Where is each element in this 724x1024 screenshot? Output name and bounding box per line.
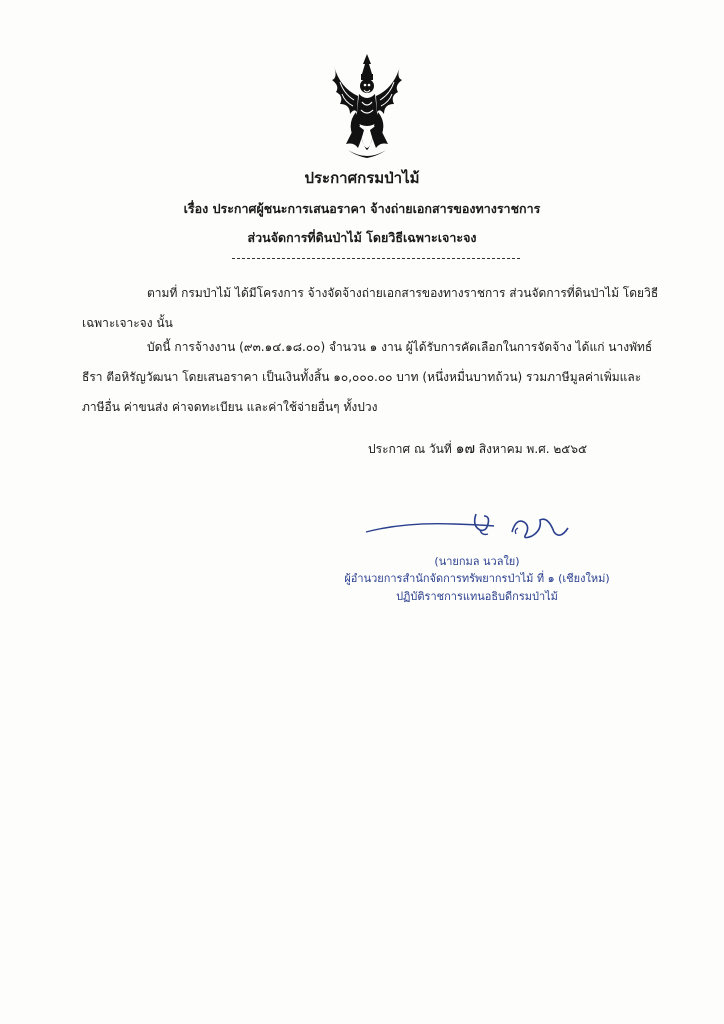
document-title: ประกาศกรมป่าไม้ (304, 169, 420, 187)
garuda-emblem-icon (326, 52, 408, 168)
subject-line-2: ส่วนจัดการที่ดินป่าไม้ โดยวิธีเฉพาะเจาะจง (247, 230, 477, 245)
date-day: ๑๗ (455, 441, 475, 457)
date-prefix: ประกาศ ณ วันที่ (368, 442, 452, 456)
handwritten-signature (364, 502, 574, 548)
date-month-year: สิงหาคม พ.ศ. ๒๕๖๕ (478, 442, 588, 456)
signatory-name: (นายกมล นวลใย) (434, 555, 520, 568)
subject-line-1: เรื่อง ประกาศผู้ชนะการเสนอราคา จ้างถ่ายเอกสารของทางราชการ (183, 201, 541, 216)
paragraph-award (82, 332, 662, 422)
paragraph-1-text: ตามที่ กรมป่าไม้ ได้มีโครงการ จ้างจัดจ้างถ่ายเอกสารของทางราชการ ส่วนจัดการที่ดินป่าไม้ โดยวิธีเฉพาะเจาะจง นั้น (82, 286, 659, 330)
announcement-date (368, 438, 587, 460)
paragraph-announcement (82, 278, 662, 338)
divider (232, 258, 520, 259)
signatory-position: ผู้อำนวยการสำนักจัดการทรัพยากรป่าไม้ ที่ ๑ (เชียงใหม่) (344, 572, 610, 585)
paragraph-2-text: บัดนี้ การจ้างงาน (๙๓.๑๔.๑๘.๐๐) จำนวน ๑ งาน ผู้ได้รับการคัดเลือกในการจัดจ้าง ได้แก่ นางพัทธ์ธีรา ตีอหิรัญวัฒนา โดยเสนอราคา เป็นเงินทั้งสิ้น ๑๐,๐๐๐.๐๐ บาท (หนึ่งหมื่นบาทถ้วน) รวมภาษีมูลค่าเพิ่มและภาษีอื่น ค่าขนส่ง ค่าจดทะเบียน และค่าใช้จ่ายอื่นๆ ทั้งปวง (82, 340, 653, 414)
signatory-acting-role: ปฏิบัติราชการแทนอธิบดีกรมป่าไม้ (396, 590, 558, 603)
